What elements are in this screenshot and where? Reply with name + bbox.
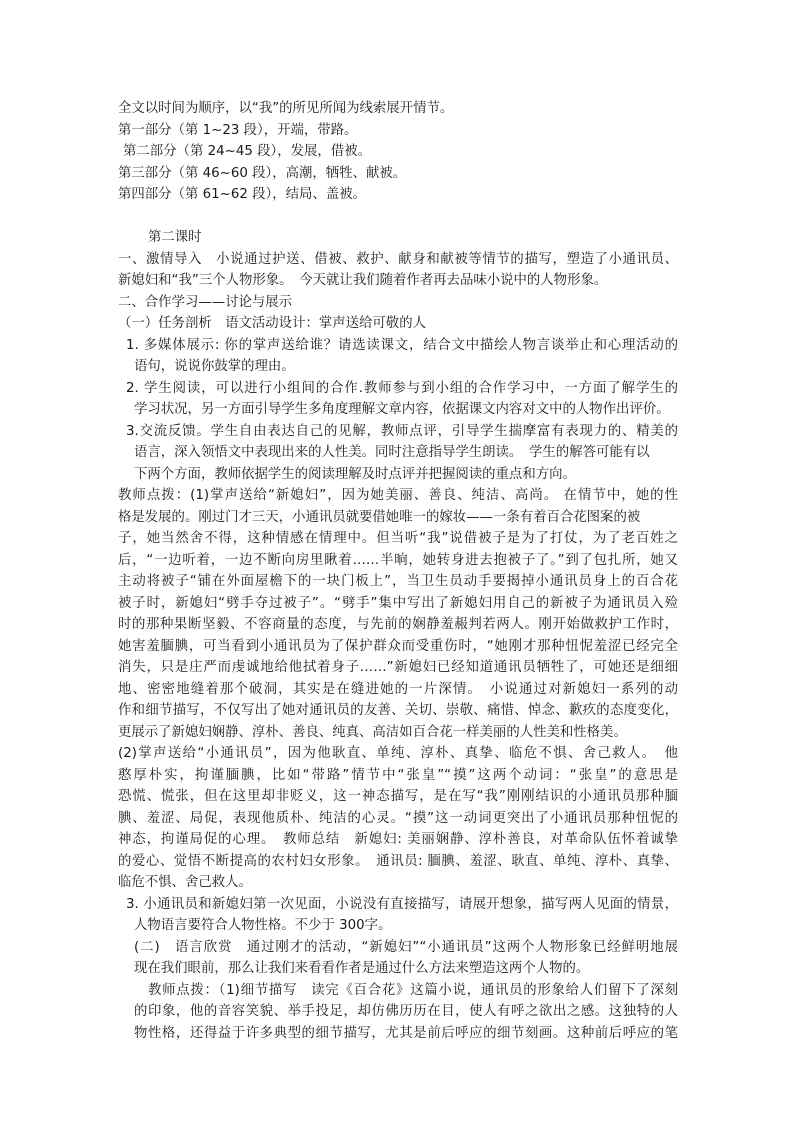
text-line: 地、密密地缝着那个破洞，其实是在缝进她的一片深情。 小说通过对新媳妇一系列的动 (118, 681, 678, 697)
text-line: 后，“一边听着，一边不断向房里瞅着……半晌，她转身进去抱被子了。”到了包扎所，她又 (118, 552, 678, 568)
text-line: 一、激情导入 小说通过护送、借被、救护、献身和献被等情节的描写，塑造了小通讯员、 (118, 251, 678, 267)
text-line: 现在我们眼前，那么让我们来看看作者是通过什么方法来塑造这两个人物的。 (134, 961, 590, 976)
text-line: 临危不惧、舍己救人。 (118, 875, 252, 890)
text-line: 2. 学生阅读，可以进行小组间的合作.教师参与到小组的合作学习中，一方面了解学生的 (126, 380, 678, 396)
text-line: (二) 语言欣赏 通过刚才的活动，“新媳妇”“小通讯员”这两个人物形象已经鲜明地展 (134, 939, 678, 955)
text-line: 新媳妇和“我”三个人物形象。 今天就让我们随着作者再去品味小说中的人物形象。 (118, 273, 608, 288)
text-line: 人物语言要符合人物性格。不少于 300字。 (134, 918, 392, 933)
text-line: 全文以时间为顺序，以“我”的所见所闻为线索展开情节。 (118, 101, 454, 116)
text-line: 更展示了新媳妇娴静、淳朴、善良、纯真、高洁如百合花一样美丽的人性美和性格美。 (118, 724, 627, 740)
text-line: 神态，拘谨局促的心理。 教师总结 新媳妇: 美丽娴静、淳朴善良，对革命队伍怀着诚挚 (118, 832, 678, 847)
text-line: (2)掌声送给“小通讯员”，因为他耿直、单纯、淳朴、真挚、临危不惧、舍己救人。 他 (118, 746, 678, 761)
blank-line (118, 206, 678, 228)
text-line: 教师点拨：(1)掌声送给“新媳妇”，因为她美丽、善良、纯洁、高尚。 在情节中，她的性 (118, 488, 678, 503)
text-line: 第三部分（第 46~60 段），高潮，牺牲、献被。 (118, 165, 407, 181)
text-line: 物性格，还得益于许多典型的细节描写，尤其是前后呼应的细节刻画。这种前后呼应的笔 (134, 1025, 678, 1041)
text-line: 的爱心、觉悟不断提高的农村妇女形象。 通讯员: 腼腆、羞涩、耿直、单纯、淳朴、真挚、 (118, 853, 678, 869)
text-line: （一）任务剖析 语文活动设计：掌声送给可敬的人 (118, 316, 426, 331)
text-line: 二、合作学习——讨论与展示 (118, 294, 293, 310)
text-line: 主动将被子“铺在外面屋檐下的一块门板上”，当卫生员动手要揭掉小通讯员身上的百合花 (118, 574, 678, 589)
text-line: 3. 小通讯员和新媳妇第一次见面，小说没有直接描写，请展开想象，描写两人见面的情景， (126, 896, 678, 912)
text-line: 的印象，他的音容笑貌、举手投足，却仿佛历历在目，使人有呼之欲出之感。这独特的人 (134, 1004, 678, 1019)
text-line: 教师点拨：（1)细节描写 读完《百合花》这篇小说，通讯员的形象给人们留下了深刻 (148, 982, 678, 998)
text-line: 下两个方面，教师依据学生的阅读理解及时点评并把握阅读的重点和方向。 (134, 466, 576, 482)
text-line: 憨厚朴实，拘谨腼腆，比如“带路”情节中“张皇”“摸”这两个动词：“张皇”的意思是 (118, 767, 678, 783)
text-line: 3.交流反馈。学生自由表达自己的见解，教师点评，引导学生揣摩富有表现力的、精美的 (126, 423, 678, 439)
text-line: 第二部分（第 24~45 段），发展，借被。 (123, 144, 371, 159)
document-page (118, 98, 678, 1044)
text-line: 第二课时 (148, 230, 202, 245)
text-line: 恐慌、慌张，但在这里却非贬义，这一神态描写，是在写“我”刚刚结识的小通讯员那种腼 (118, 789, 678, 804)
text-line: 消失，只是庄严而虔诚地给他拭着身子……”新媳妇已经知道通讯员牺牲了，可她还是细细 (118, 660, 678, 675)
text-line: 作和细节描写，不仅写出了她对通讯员的友善、关切、崇敬、痛惜、悼念、歉疚的态度变化， (118, 703, 678, 718)
text-line: 语言，深入领悟文中表现出来的人性美。同时注意指导学生朗读。 学生的解答可能有以 (134, 445, 650, 460)
text-line: 腆、羞涩、局促，表现他质朴、纯洁的心灵。“摸”这一动词更突出了小通讯员那种忸怩的 (118, 810, 678, 826)
text-line: 学习状况，另一方面引导学生多角度理解文章内容，依据课文内容对文中的人物作出评价。 (134, 402, 670, 417)
text-line: 她害羞腼腆，可当看到小通讯员为了保护群众而受重伤时，“她刚才那种忸怩羞涩已经完全 (118, 638, 678, 654)
text-line: 被子时，新媳妇“劈手夺过被子”。“劈手”集中写出了新媳妇用自己的新被子为通讯员入殓 (118, 595, 678, 611)
text-line: 1. 多媒体展示: 你的掌声送给谁？请选读课文，结合文中描绘人物言谈举止和心理活动的 (126, 337, 678, 353)
text-line: 语句，说说你鼓掌的理由。 (134, 359, 295, 374)
text-line: 子，她当然舍不得，这种情感在情理中。但当听“我”说借被子是为了打仗，为了老百姓之 (118, 531, 678, 546)
text-line: 第四部分（第 61~62 段），结局、盖被。 (118, 187, 366, 202)
text-line: 时的那种果断坚毅、不容商量的态度，与先前的娴静羞赧判若两人。刚开始做救护工作时， (118, 617, 678, 632)
text-line: 格是发展的。刚过门才三天，小通讯员就要借她唯一的嫁妆——一条有着百合花图案的被 (118, 509, 641, 525)
text-line: 第一部分（第 1~23 段），开端，带路。 (118, 122, 358, 138)
